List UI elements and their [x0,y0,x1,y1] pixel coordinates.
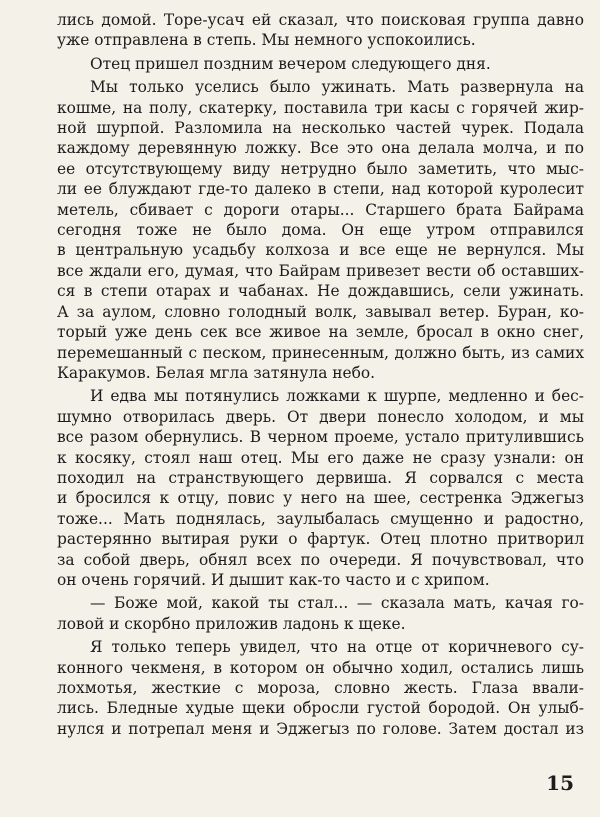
text-line: уже отправлена в степь. Мы немного успокоились. [57,31,476,50]
text-line: — Боже мой, какой ты стал... — сказала мать, качая го- [90,594,584,613]
text-line: сегодня тоже не было дома. Он еще утром отправился [57,221,584,240]
text-line: он очень горячий. И дышит как-то часто и с хрипом. [57,570,490,589]
paragraph [24,593,584,634]
text-line: нулся и потрепал меня и Эджегыз по голове. Затем достал из [57,719,584,738]
text-line: лохмотья, жесткие с мороза, словно жесть. Глаза ввали- [57,679,584,697]
text-line: Мы только уселись было ужинать. Мать развернула на [90,78,584,97]
text-line: И едва мы потянулись ложками к шурпе, медленно и бес- [90,387,584,406]
text-line: к косяку, стоял наш отец. Мы его даже не сразу узнали: он [57,448,584,467]
text-line: торый уже день сек все живое на земле, бросал в окно снег, [57,323,584,342]
text-line: походил на странствующего дервиша. Я сорвался с места [57,468,584,487]
text-line: ее отсутствующему виду нетрудно было заметить, что мыс- [57,159,584,178]
text-line: все ждали его, думая, что Байрам привезет вести об оставших- [57,261,584,280]
text-line: в центральную усадьбу колхоза и все еще не вернулся. Мы [57,241,584,260]
paragraph [24,54,584,74]
text-line: Я только теперь увидел, что на отце от коричневого су- [90,638,584,657]
paragraph [24,637,584,739]
paragraph [24,386,584,590]
text-line: конного чекменя, в котором он обычно ходил, остались лишь [57,658,584,677]
text-line: ся в степи отарах и чабанах. Не дождавшись, сели ужинать. [57,282,584,301]
text-line: растерянно вытирая руки о фартук. Отец плотно притворил [57,530,584,549]
text-line: ной шурпой. Разломила на несколько частей чурек. Подала [57,119,584,138]
text-line: за собой дверь, обнял всех по очереди. Я почувствовал, что [57,550,584,569]
text-line: перемешанный с песком, принесенным, должно быть, из самих [57,343,584,362]
text-line: все разом обернулись. В черном проеме, устало притулившись [57,428,584,447]
text-line: Каракумов. Белая мгла затянула небо. [57,363,376,382]
text-line: лись. Бледные худые щеки обросли густой бородой. Он улыб- [57,699,584,718]
text-line: тоже... Мать поднялась, заулыбалась смущенно и радостно, [57,509,584,528]
text-line: кошме, на полу, скатерку, поставила три касы с горячей жир- [57,98,584,117]
text-line: шумно отворилась дверь. От двери понесло холодом, и мы [57,407,584,426]
page-number: 15 [546,770,574,795]
text-line: и бросился к отцу, повис у него на шее, сестренка Эджегыз [57,489,584,508]
text-line: ли ее блуждают где-то далеко в степи, над которой куролесит [57,180,584,199]
text-line: метель, сбивает с дороги отары... Старшего брата Байрама [57,200,584,219]
text-line: ловой и скорбно приложив ладонь к щеке. [57,614,406,633]
text-line: лись домой. Торе-усач ей сказал, что поисковая группа давно [57,11,584,29]
text-line: каждому деревянную ложку. Все это она делала молча, и по [57,139,584,158]
body-text [24,10,584,739]
paragraph [24,77,584,383]
paragraph [24,10,584,51]
text-line: Отец пришел поздним вечером следующего дня. [90,54,491,73]
text-line: А за аулом, словно голодный волк, завывал ветер. Буран, ко- [57,302,584,321]
